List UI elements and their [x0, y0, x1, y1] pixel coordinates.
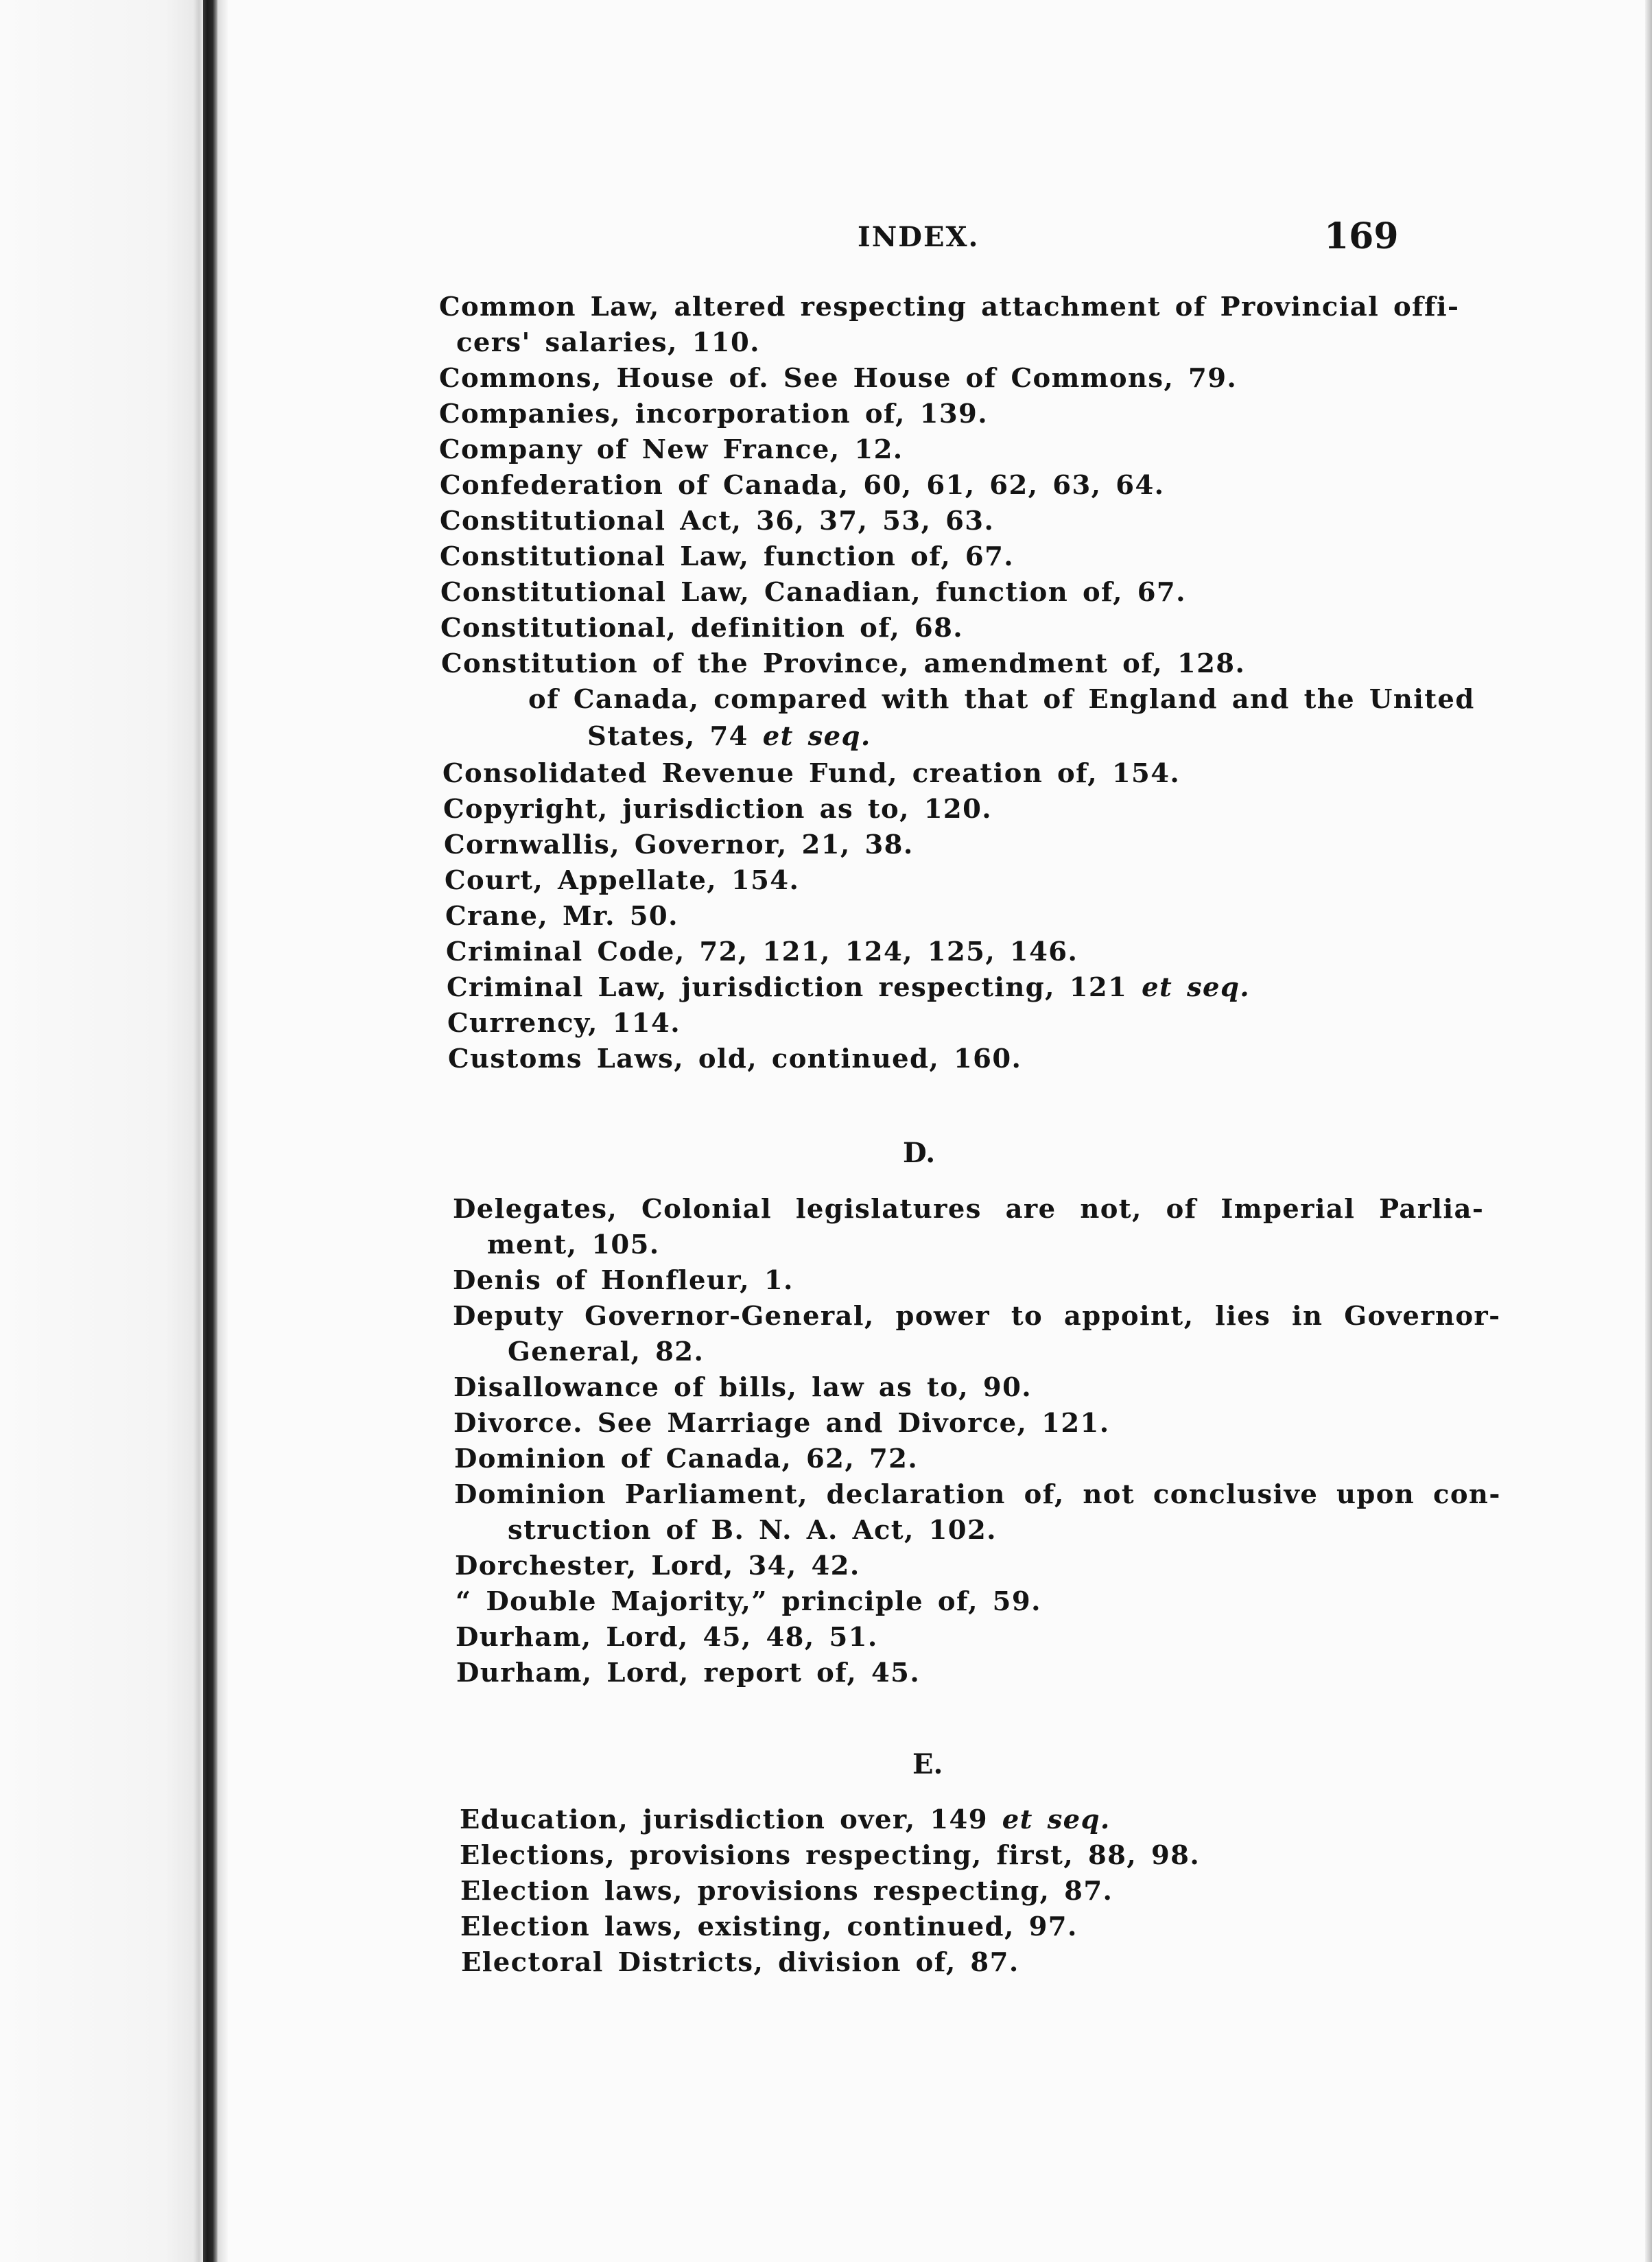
section-letter-d: D. — [903, 1137, 936, 1169]
index-entry: Dominion Parliament, declaration of, not conclusive upon con- — [454, 1479, 1501, 1510]
index-entry: Education, jurisdiction over, 149 et seq. — [460, 1804, 1111, 1835]
index-subentry: of Canada, compared with that of England and the United — [528, 684, 1475, 715]
index-entry: Dominion of Canada, 62, 72. — [454, 1444, 919, 1474]
index-entry: Deputy Governor-General, power to appoint, lies in Governor- — [453, 1301, 1501, 1332]
index-entry: Dorchester, Lord, 34, 42. — [455, 1551, 860, 1581]
index-entry: Durham, Lord, 45, 48, 51. — [456, 1622, 878, 1653]
book-binding — [203, 0, 218, 2262]
running-header: INDEX. — [858, 221, 980, 253]
index-entry: Consolidated Revenue Fund, creation of, 154. — [442, 758, 1181, 789]
index-entry: Denis of Honfleur, 1. — [453, 1265, 794, 1296]
index-entry-continuation: States, 74 et seq. — [587, 721, 871, 752]
index-entry: Disallowance of bills, law as to, 90. — [453, 1372, 1032, 1403]
index-entry: Commons, House of. See House of Commons, 79. — [439, 363, 1238, 394]
index-entry: Copyright, jurisdiction as to, 120. — [443, 794, 993, 825]
right-page-edge — [1645, 0, 1652, 2262]
index-entry-continuation: ment, 105. — [487, 1229, 660, 1260]
index-entry: Divorce. See Marriage and Divorce, 121. — [453, 1408, 1110, 1439]
index-entry: Constitutional Act, 36, 37, 53, 63. — [440, 506, 995, 537]
page-gutter — [0, 0, 206, 2262]
index-entry: Election laws, existing, continued, 97. — [460, 1911, 1078, 1942]
index-entry-continuation: struction of B. N. A. Act, 102. — [508, 1515, 997, 1546]
page-number: 169 — [1324, 215, 1399, 257]
index-entry: Crane, Mr. 50. — [445, 901, 678, 932]
index-entry: Constitutional Law, Canadian, function of, 67. — [440, 577, 1186, 608]
index-entry: Confederation of Canada, 60, 61, 62, 63, 64. — [440, 470, 1165, 501]
index-entry: Constitutional Law, function of, 67. — [440, 541, 1015, 572]
index-entry: Elections, provisions respecting, first, 88, 98. — [460, 1840, 1201, 1871]
index-entry: Court, Appellate, 154. — [445, 865, 800, 896]
index-entry: Criminal Law, jurisdiction respecting, 121 et seq. — [447, 972, 1251, 1003]
index-entry: Constitution of the Province, amendment of, 128. — [441, 648, 1246, 679]
index-entry: Delegates, Colonial legislatures are not, of Imperial Parlia- — [453, 1194, 1485, 1225]
index-entry: Criminal Code, 72, 121, 124, 125, 146. — [446, 936, 1078, 967]
index-entry: Common Law, altered respecting attachment of Provincial offi- — [439, 292, 1460, 322]
index-entry: Currency, 114. — [447, 1008, 681, 1039]
index-entry: Customs Laws, old, continued, 160. — [448, 1044, 1022, 1074]
index-entry: Election laws, provisions respecting, 87. — [460, 1876, 1113, 1907]
section-letter-e: E. — [912, 1748, 943, 1780]
index-entry: Company of New France, 12. — [439, 434, 904, 465]
index-entry: Companies, incorporation of, 139. — [439, 399, 989, 429]
index-entry-continuation: General, 82. — [508, 1336, 705, 1367]
index-entry: “ Double Majority,” principle of, 59. — [456, 1586, 1041, 1617]
page-edge-shadow — [218, 0, 228, 2262]
index-entry: Electoral Districts, division of, 87. — [461, 1947, 1019, 1978]
index-entry: Cornwallis, Governor, 21, 38. — [444, 829, 914, 860]
index-entry: Durham, Lord, report of, 45. — [456, 1658, 921, 1688]
index-entry: Constitutional, definition of, 68. — [440, 613, 964, 644]
index-entry-continuation: cers' salaries, 110. — [456, 327, 760, 358]
